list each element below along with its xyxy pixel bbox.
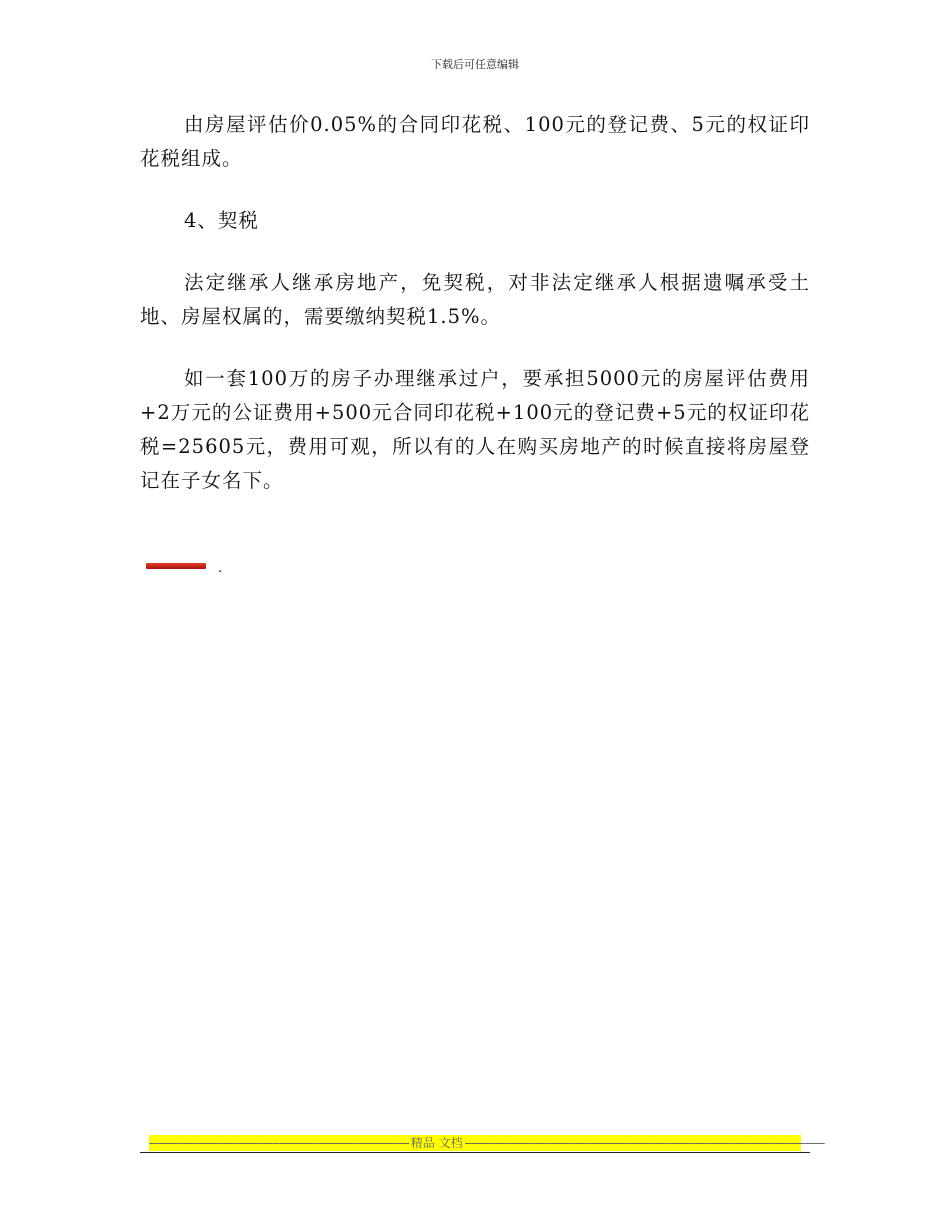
decorative-divider [146,560,223,576]
footer-dashes-left: ------------------------------------------------------------------------------ [149,1136,409,1150]
footer-rule [140,1152,810,1153]
divider-dot: . [218,560,223,576]
section-heading-deed-tax: 4、契税 [184,209,259,232]
paragraph-example-cost: 如一套100万的房子办理继承过户，要承担5000元的房屋评估费用+2万元的公证费用+500元合同印花税+100元的登记费+5元的权证印花税=25605元，费用可观，所以有的人在购买房地产的时候直接将房屋登记在子女名下。 [140,367,810,492]
footer-dashes-right: ------------------------------------------------------------------------------------------------------------ [464,1136,825,1150]
paragraph-stamp-duty: 由房屋评估价0.05%的合同印花税、100元的登记费、5元的权证印花税组成。 [140,113,810,170]
document-body [140,108,810,526]
paragraph-deed-tax: 法定继承人继承房地产，免契税，对非法定继承人根据遗嘱承受土地、房屋权属的，需要缴纳契税1.5%。 [140,271,810,328]
red-bar-ornament [146,563,206,569]
page-footer-banner [149,1135,825,1151]
footer-label: 精品 文档 [410,1136,463,1150]
page-header: 下载后可任意编辑 [431,58,519,71]
